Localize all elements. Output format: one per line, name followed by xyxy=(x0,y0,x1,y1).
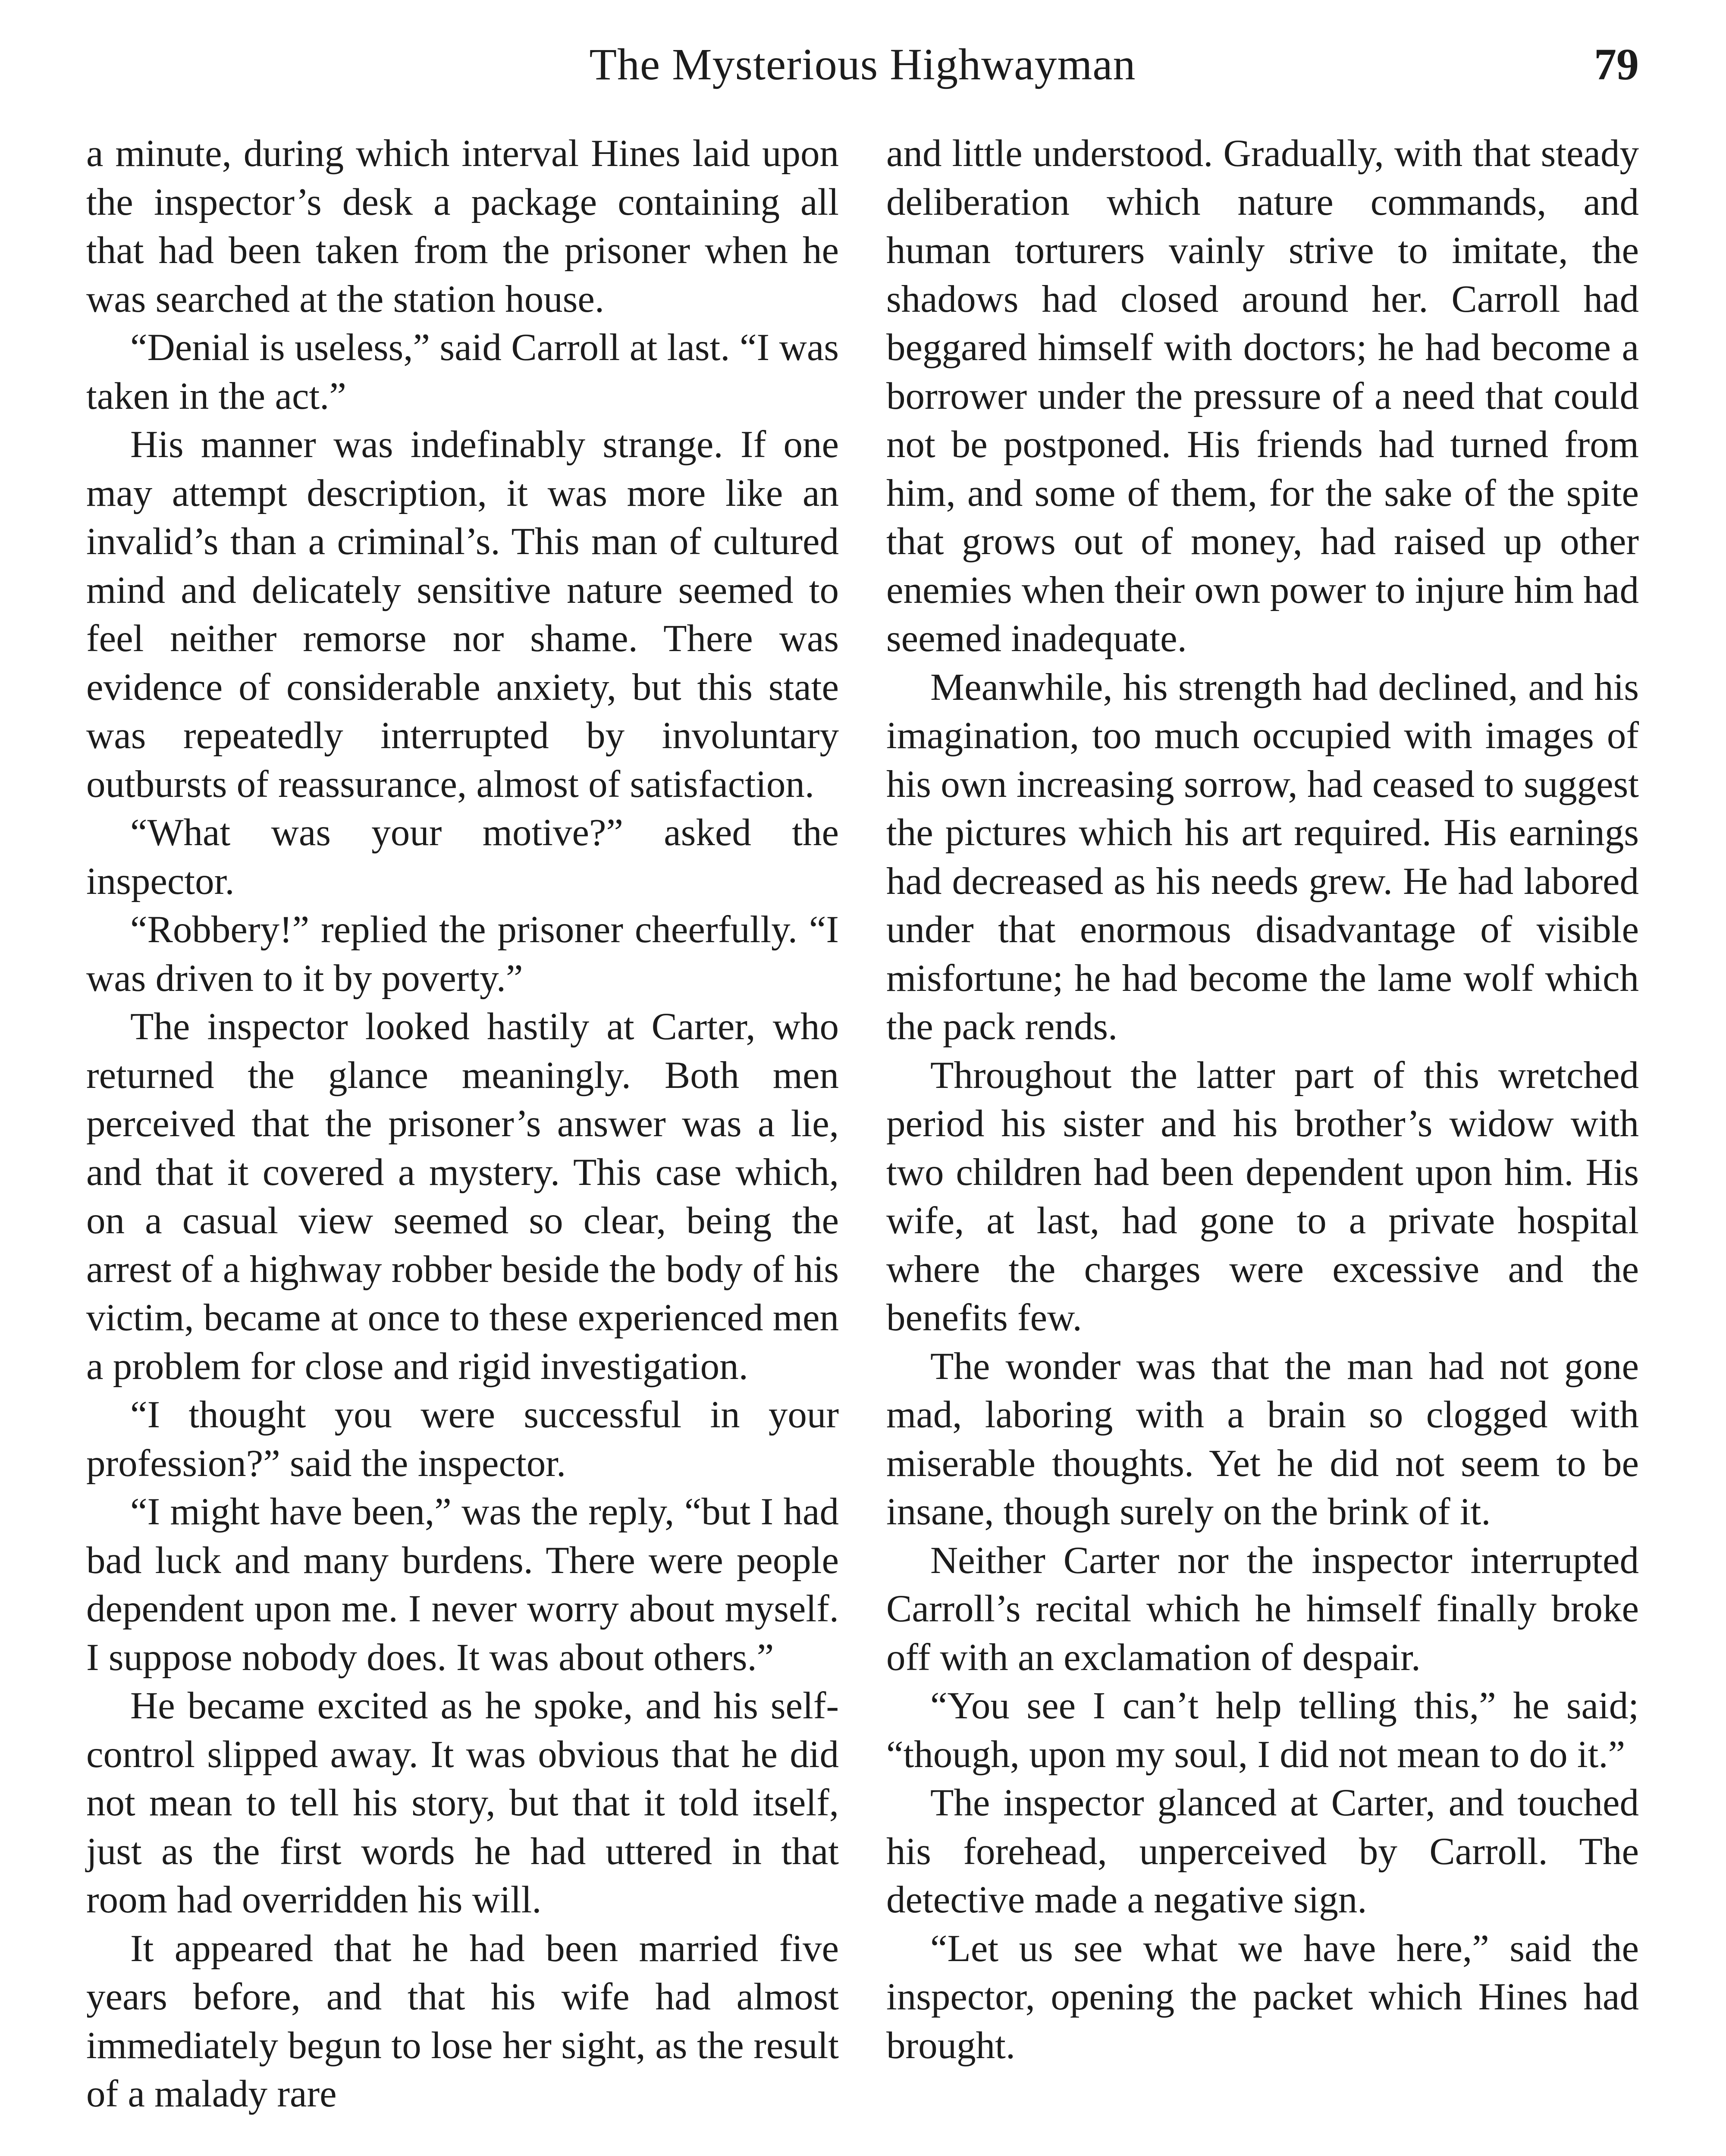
left-column xyxy=(86,129,839,2118)
paragraph: His manner was indefinably strange. If one may attempt description, it was more like an invalid’s than a criminal’s. This man of cultured mind and delicately sensitive nature seemed to feel neither remorse nor shame. There was evidence of considerable anxiety, but this state was repeatedly interrupted by involuntary outbursts of reassurance, almost of satisfaction. xyxy=(86,423,839,805)
paragraph: “Let us see what we have here,” said the inspector, opening the packet which Hines had brought. xyxy=(886,1927,1639,2067)
paragraph: Meanwhile, his strength had declined, and his imagination, too much occupied with images of his own increasing sorrow, had ceased to suggest the pictures which his art required. His earnings had decreased as his needs grew. He had labored under that enormous disadvantage of visible misfortune; he had become the lame wolf which the pack rends. xyxy=(886,666,1639,1048)
paragraph: “I might have been,” was the reply, “but I had bad luck and many burdens. There were people dependent upon me. I never worry about myself. I suppose nobody does. It was about others.” xyxy=(86,1491,839,1679)
paragraph: The wonder was that the man had not gone mad, laboring with a brain so clogged with miserable thoughts. Yet he did not seem to be insane, though surely on the brink of it. xyxy=(886,1345,1639,1533)
paragraph: “You see I can’t help telling this,” he said; “though, upon my soul, I did not mean to do it.” xyxy=(886,1685,1639,1776)
running-title: The Mysterious Highwayman xyxy=(589,40,1136,89)
right-column xyxy=(886,129,1639,2070)
paragraph: “Denial is useless,” said Carroll at last. “I was taken in the act.” xyxy=(86,326,839,417)
paragraph: The inspector glanced at Carter, and touched his forehead, unperceived by Carroll. The detective made a negative sign. xyxy=(886,1782,1639,1921)
paragraph: Neither Carter nor the inspector interrupted Carroll’s recital which he himself finally broke off with an exclamation of despair. xyxy=(886,1539,1639,1679)
paragraph: a minute, during which interval Hines laid upon the inspector’s desk a package containing all that had been taken from the prisoner when he was searched at the station house. xyxy=(86,132,839,320)
paragraph: The inspector looked hastily at Carter, who returned the glance meaningly. Both men perceived that the prisoner’s answer was a lie, and that it covered a mystery. This case which, on a casual view seemed so clear, being the arrest of a highway robber beside the body of his victim, became at once to these experienced men a problem for close and rigid investigation. xyxy=(86,1006,839,1388)
paragraph: “I thought you were successful in your profession?” said the inspector. xyxy=(86,1394,839,1485)
paragraph: “What was your motive?” asked the inspector. xyxy=(86,812,839,903)
paragraph: Throughout the latter part of this wretched period his sister and his brother’s widow with two children had been dependent upon him. His wife, at last, had gone to a private hospital where the charges were excessive and the benefits few. xyxy=(886,1054,1639,1339)
paragraph: He became excited as he spoke, and his self-control slipped away. It was obvious that he did not mean to tell his story, but that it told itself, just as the first words he had uttered in that room had overridden his will. xyxy=(86,1685,839,1921)
paragraph: and little understood. Gradually, with that steady deliberation which nature commands, and human torturers vainly strive to imitate, the shadows had closed around her. Carroll had beggared himself with doctors; he had become a borrower under the pressure of a need that could not be postponed. His friends had turned from him, and some of them, for the sake of the spite that grows out of money, had raised up other enemies when their own power to injure him had seemed inadequate. xyxy=(886,132,1639,660)
paragraph: “Robbery!” replied the prisoner cheerfully. “I was driven to it by poverty.” xyxy=(86,909,839,1000)
page-number: 79 xyxy=(1594,40,1639,89)
paragraph: It appeared that he had been married five years before, and that his wife had almost immediately begun to lose her sight, as the result of a malady rare xyxy=(86,1927,839,2115)
page-header xyxy=(86,37,1639,101)
